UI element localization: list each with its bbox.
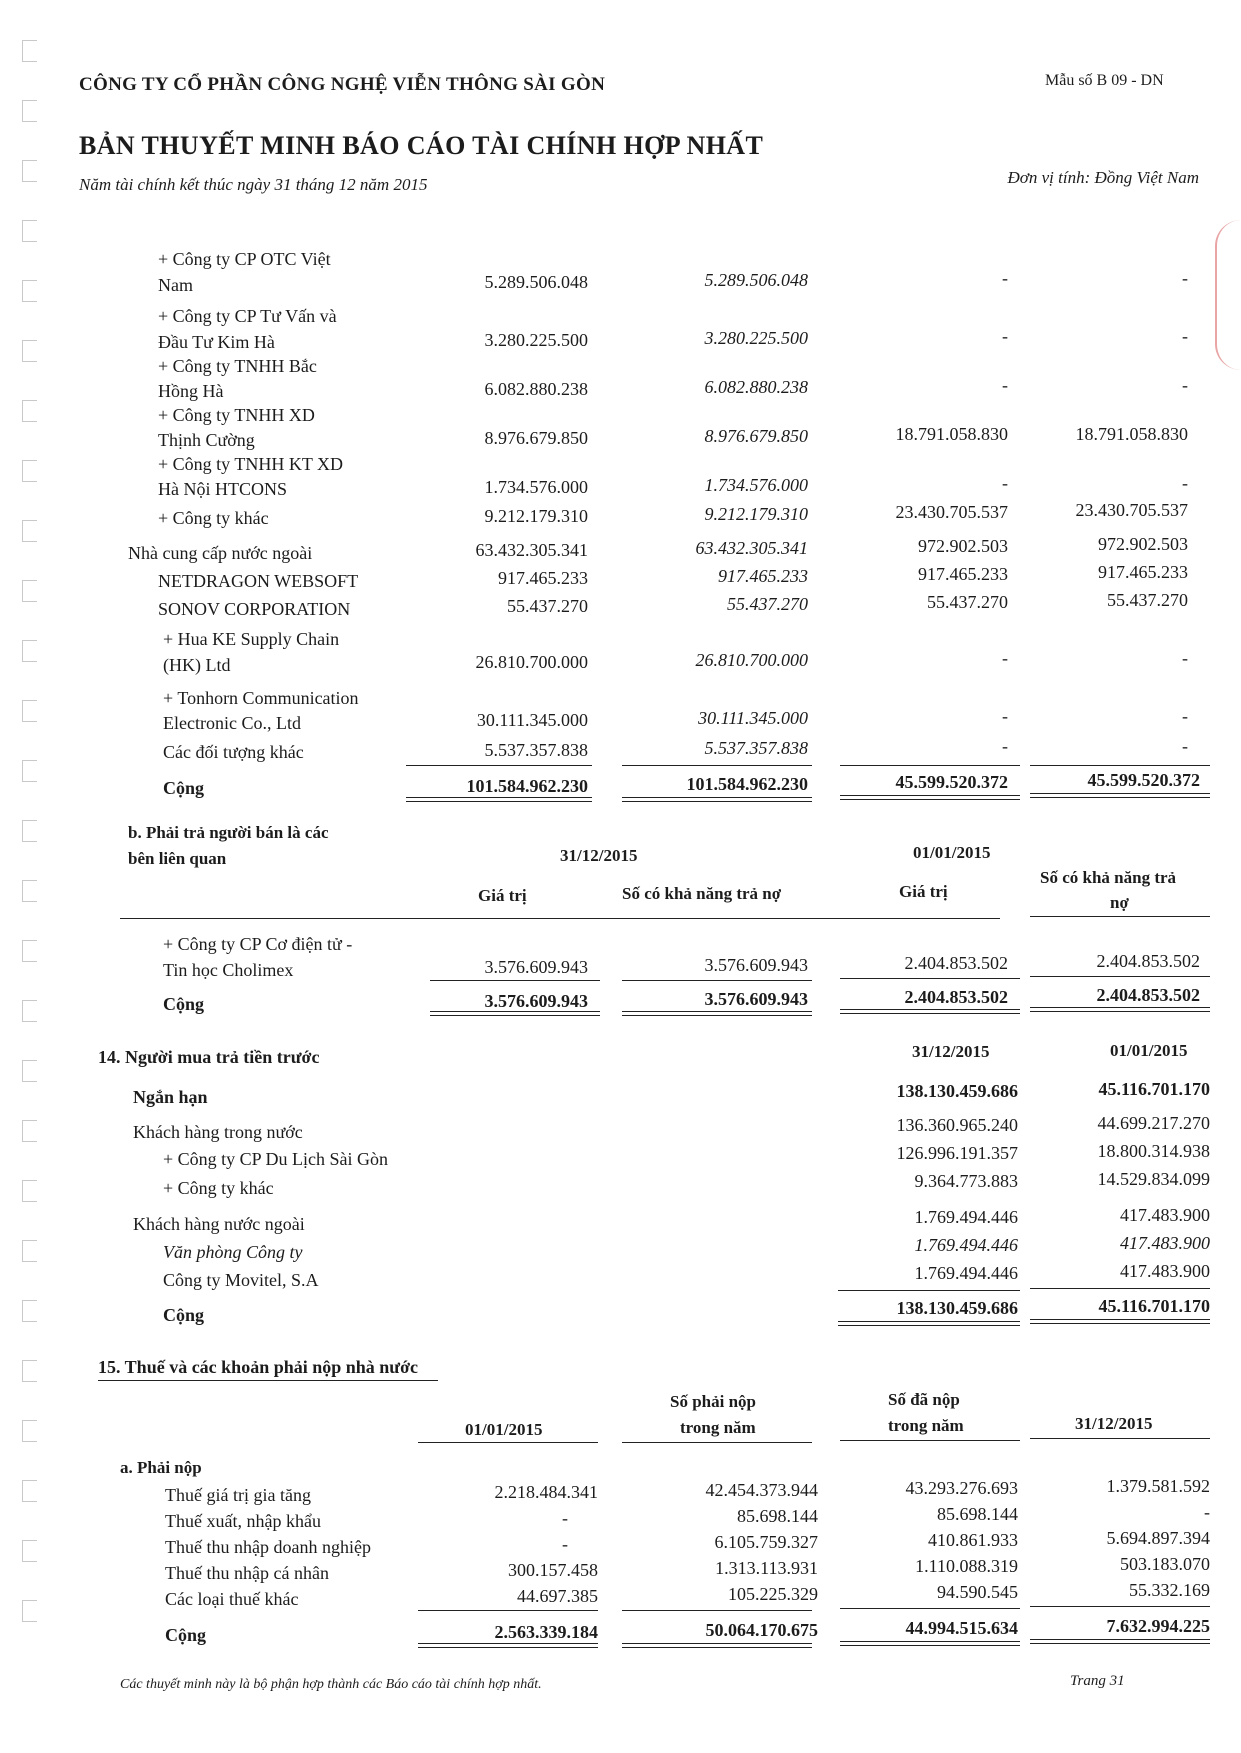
cell-value: 8.976.679.850 (484, 428, 588, 448)
cell-value: 6.082.880.238 (484, 379, 588, 399)
cell-value: 44.697.385 (517, 1586, 598, 1606)
total-label: Cộng (163, 1305, 205, 1325)
cell-value: 917.465.233 (1098, 562, 1188, 582)
section-15-title: 15. Thuế và các khoản phải nộp nhà nước (98, 1357, 419, 1377)
cell-value: 1.734.576.000 (484, 477, 588, 497)
cell-value: 5.537.357.838 (704, 738, 808, 758)
row-label: + Công ty khác (158, 508, 269, 528)
total-value: 101.584.962.230 (466, 776, 588, 796)
row-label: + Tonhorn Communication (163, 688, 359, 708)
column-header: Số đã nộp (888, 1390, 960, 1409)
cell-value: 9.212.179.310 (484, 506, 588, 526)
cell-value: 1.769.494.446 (914, 1235, 1018, 1255)
cell-value: 5.537.357.838 (484, 740, 588, 760)
form-number: Mẫu số B 09 - DN (1045, 72, 1164, 89)
cell-value: 3.280.225.500 (704, 328, 808, 348)
total-label: Cộng (165, 1625, 207, 1645)
cell-value: 1.110.088.319 (915, 1556, 1018, 1576)
cell-value: - (1182, 473, 1188, 493)
row-label: + Công ty khác (163, 1178, 274, 1198)
row-label: Các đối tượng khác (163, 742, 304, 762)
cell-value: 5.289.506.048 (704, 270, 808, 290)
cell-value: - (1182, 736, 1188, 756)
row-label: + Công ty TNHH Bắc (158, 356, 317, 376)
cell-value: 42.454.373.944 (705, 1480, 818, 1500)
cell-value: 105.225.329 (728, 1584, 818, 1604)
cell-value: 23.430.705.537 (895, 502, 1008, 522)
row-label: + Công ty TNHH XD (158, 405, 315, 425)
row-label: Khách hàng nước ngoài (133, 1214, 305, 1234)
row-label: Đầu Tư Kim Hà (158, 332, 275, 352)
row-label: + Công ty CP Cơ điện tử - (163, 934, 353, 954)
footnote: Các thuyết minh này là bộ phận hợp thành các Báo cáo tài chính hợp nhất. (120, 1677, 542, 1692)
total-value: 44.994.515.634 (905, 1618, 1018, 1638)
row-label: Các loại thuế khác (165, 1589, 299, 1609)
row-label: Thuế thu nhập cá nhân (165, 1563, 329, 1583)
column-header: trong năm (888, 1416, 964, 1435)
total-label: Cộng (163, 994, 205, 1014)
column-date: 01/01/2015 (913, 843, 991, 862)
cell-value: 23.430.705.537 (1075, 500, 1188, 520)
total-value: 2.404.853.502 (904, 987, 1008, 1007)
row-label: Thuế thu nhập doanh nghiệp (165, 1537, 371, 1557)
cell-value: 26.810.700.000 (475, 652, 588, 672)
binder-holes (22, 40, 44, 1660)
total-label: Cộng (163, 778, 205, 798)
row-label: Thuế xuất, nhập khẩu (165, 1511, 321, 1531)
cell-value: - (1002, 736, 1008, 756)
cell-value: 1.734.576.000 (704, 475, 808, 495)
section-14-title: 14. Người mua trả tiền trước (98, 1047, 320, 1067)
column-header: trong năm (680, 1418, 756, 1437)
total-value: 138.130.459.686 (896, 1298, 1018, 1318)
cell-value: 26.810.700.000 (695, 650, 808, 670)
column-header: Số có khả năng trả (1040, 868, 1177, 887)
row-label: Electronic Co., Ltd (163, 713, 301, 733)
fiscal-period: Năm tài chính kết thúc ngày 31 tháng 12 năm 2015 (79, 175, 428, 194)
row-label: Công ty Movitel, S.A (163, 1270, 319, 1290)
row-label: Thuế giá trị gia tăng (165, 1485, 311, 1505)
row-label: (HK) Ltd (163, 655, 231, 675)
cell-value: - (1002, 326, 1008, 346)
cell-value: - (1182, 268, 1188, 288)
cell-value: 45.116.701.170 (1098, 1079, 1210, 1099)
cell-value: - (1002, 473, 1008, 493)
cell-value: - (1182, 326, 1188, 346)
row-label: + Công ty CP Du Lịch Sài Gòn (163, 1149, 388, 1169)
cell-value: 30.111.345.000 (698, 708, 808, 728)
column-date: 31/12/2015 (560, 846, 638, 865)
cell-value: 1.313.113.931 (715, 1558, 818, 1578)
cell-value: - (1204, 1502, 1210, 1522)
total-value: 3.576.609.943 (484, 991, 588, 1011)
row-label: Tin học Cholimex (163, 960, 294, 980)
cell-value: - (1002, 268, 1008, 288)
cell-value: 3.576.609.943 (484, 957, 588, 977)
column-header: Số có khả năng trả nợ (622, 884, 782, 903)
cell-value: - (1182, 706, 1188, 726)
row-label: + Công ty TNHH KT XD (158, 454, 343, 474)
cell-value: - (1182, 648, 1188, 668)
row-label: Nhà cung cấp nước ngoài (128, 543, 313, 563)
cell-value: 43.293.276.693 (905, 1478, 1018, 1498)
cell-value: 1.769.494.446 (914, 1207, 1018, 1227)
cell-value: 2.218.484.341 (494, 1482, 598, 1502)
cell-value: 55.437.270 (507, 596, 588, 616)
cell-value: 972.902.503 (1098, 534, 1188, 554)
cell-value: 63.432.305.341 (475, 540, 588, 560)
row-label: Ngắn hạn (133, 1087, 208, 1107)
cell-value: 55.437.270 (927, 592, 1008, 612)
cell-value: 1.769.494.446 (914, 1263, 1018, 1283)
cell-value: 9.364.773.883 (914, 1171, 1018, 1191)
cell-value: 8.976.679.850 (704, 426, 808, 446)
row-label: NETDRAGON WEBSOFT (158, 571, 359, 591)
row-label: + Công ty CP Tư Vấn và (158, 306, 337, 326)
column-header: nợ (1110, 893, 1129, 912)
cell-value: 94.590.545 (937, 1582, 1018, 1602)
cell-value: 5.694.897.394 (1106, 1528, 1210, 1548)
column-date: 31/12/2015 (912, 1042, 990, 1061)
total-value: 101.584.962.230 (686, 774, 808, 794)
row-label: Thịnh Cường (158, 430, 255, 450)
cell-value: 9.212.179.310 (704, 504, 808, 524)
cell-value: 85.698.144 (737, 1506, 818, 1526)
total-value: 7.632.994.225 (1106, 1616, 1210, 1636)
cell-value: 3.280.225.500 (484, 330, 588, 350)
row-label: Khách hàng trong nước (133, 1122, 303, 1142)
cell-value: 300.157.458 (508, 1560, 598, 1580)
cell-value: 85.698.144 (937, 1504, 1018, 1524)
cell-value: 55.332.169 (1129, 1580, 1210, 1600)
cell-value: 6.082.880.238 (704, 377, 808, 397)
cell-value: 55.437.270 (1107, 590, 1188, 610)
cell-value: 417.483.900 (1120, 1261, 1210, 1281)
section-b-title: b. Phải trả người bán là các (128, 823, 329, 842)
total-value: 45.116.701.170 (1098, 1296, 1210, 1316)
row-label: Văn phòng Công ty (163, 1242, 303, 1262)
cell-value: 5.289.506.048 (484, 272, 588, 292)
row-label: Hà Nội HTCONS (158, 479, 287, 499)
currency-unit: Đơn vị tính: Đồng Việt Nam (1007, 168, 1199, 187)
column-header: Giá trị (899, 882, 948, 901)
cell-value: 30.111.345.000 (476, 710, 588, 730)
column-header: 01/01/2015 (465, 1420, 543, 1439)
total-value: 45.599.520.372 (895, 772, 1008, 792)
cell-value: 417.483.900 (1120, 1233, 1210, 1253)
cell-value: 972.902.503 (918, 536, 1008, 556)
cell-value: - (1002, 648, 1008, 668)
cell-value: 44.699.217.270 (1097, 1113, 1210, 1133)
cell-value: - (562, 1534, 568, 1554)
cell-value: 2.404.853.502 (1096, 951, 1200, 971)
total-value: 2.404.853.502 (1096, 985, 1200, 1005)
cell-value: 18.800.314.938 (1097, 1141, 1210, 1161)
row-label: + Công ty CP OTC Việt (158, 249, 331, 269)
cell-value: 917.465.233 (718, 566, 808, 586)
page-title: BẢN THUYẾT MINH BÁO CÁO TÀI CHÍNH HỢP NHẤT (79, 131, 764, 160)
cell-value: - (1182, 375, 1188, 395)
row-label: Hồng Hà (158, 381, 224, 401)
total-value: 45.599.520.372 (1087, 770, 1200, 790)
cell-value: 417.483.900 (1120, 1205, 1210, 1225)
cell-value: 138.130.459.686 (896, 1081, 1018, 1101)
red-stamp-edge (1215, 220, 1241, 370)
section-b-title: bên liên quan (128, 849, 227, 868)
column-header: Giá trị (478, 886, 527, 905)
total-value: 50.064.170.675 (705, 1620, 818, 1640)
total-value: 3.576.609.943 (704, 989, 808, 1009)
cell-value: 1.379.581.592 (1106, 1476, 1210, 1496)
cell-value: - (562, 1508, 568, 1528)
cell-value: 136.360.965.240 (896, 1115, 1018, 1135)
cell-value: 18.791.058.830 (895, 424, 1008, 444)
cell-value: - (1002, 375, 1008, 395)
column-header: 31/12/2015 (1075, 1414, 1153, 1433)
cell-value: 18.791.058.830 (1075, 424, 1188, 444)
subsection-label: a. Phải nộp (120, 1458, 202, 1477)
cell-value: 3.576.609.943 (704, 955, 808, 975)
cell-value: 126.996.191.357 (896, 1143, 1018, 1163)
cell-value: 2.404.853.502 (904, 953, 1008, 973)
total-value: 2.563.339.184 (494, 1622, 598, 1642)
cell-value: 14.529.834.099 (1097, 1169, 1210, 1189)
row-label: + Hua KE Supply Chain (163, 629, 340, 649)
cell-value: 503.183.070 (1120, 1554, 1210, 1574)
company-name: CÔNG TY CỔ PHẦN CÔNG NGHỆ VIỄN THÔNG SÀI GÒN (79, 74, 606, 95)
row-label: Nam (158, 275, 193, 295)
cell-value: 410.861.933 (928, 1530, 1018, 1550)
cell-value: 917.465.233 (918, 564, 1008, 584)
cell-value: - (1002, 706, 1008, 726)
cell-value: 917.465.233 (498, 568, 588, 588)
cell-value: 55.437.270 (727, 594, 808, 614)
row-label: SONOV CORPORATION (158, 599, 351, 619)
page-number: Trang 31 (1070, 1673, 1125, 1689)
cell-value: 63.432.305.341 (695, 538, 808, 558)
column-header: Số phải nộp (670, 1392, 756, 1411)
cell-value: 6.105.759.327 (714, 1532, 818, 1552)
column-date: 01/01/2015 (1110, 1041, 1188, 1060)
